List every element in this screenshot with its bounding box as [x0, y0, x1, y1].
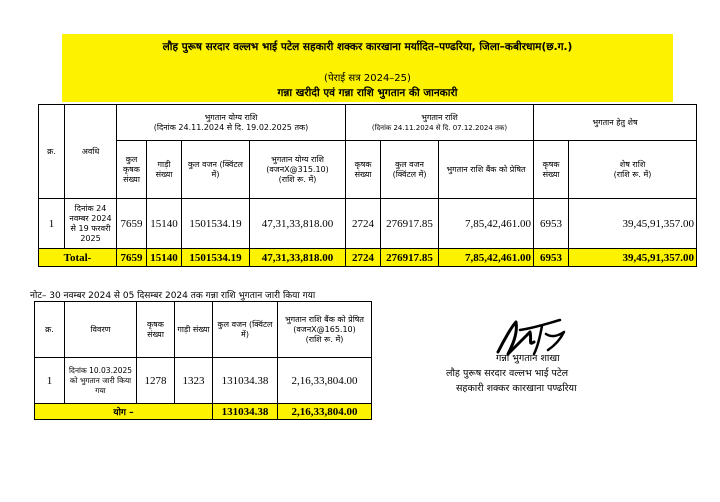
table-row — [35, 358, 372, 404]
t1-header-payable-range: (दिनांक 24.11.2024 से दि. 19.02.2025 तक) — [153, 122, 309, 132]
t1-header-weight: कुल वजन (क्विंटल में) — [182, 141, 250, 199]
t2-header-amount-label: भुगतान राशि बैंक को प्रेषित — [285, 314, 364, 324]
t2-header-details: विवरण — [65, 302, 137, 358]
t1-header-payable-title: भुगतान योग्य राशि — [204, 112, 258, 122]
signature-org-line2: सहकारी शक्कर कारखाना पण्ढरिया — [456, 383, 577, 394]
t1-header-payable-unit: (राशि रू. में) — [278, 174, 317, 184]
payment-release-table — [34, 301, 372, 420]
t1-row-paid-farmers: 2724 — [346, 199, 381, 249]
t1-row-sr: 1 — [39, 199, 65, 249]
t1-row-bank-amount: 7,85,42,461.00 — [439, 199, 534, 249]
t1-total-bal-farmers: 6953 — [534, 249, 569, 267]
t2-header-vehicles: गाड़ी संख्या — [175, 302, 213, 358]
table-row — [39, 199, 697, 249]
header-session: (पेराई सत्र 2024–25) — [324, 73, 411, 84]
t1-total-weight: 1501534.19 — [182, 249, 250, 267]
t2-total-label: योग – — [35, 404, 213, 420]
t1-header-paid-farmers: कृषक संख्या — [346, 141, 381, 199]
t1-header-bank-amount: भुगतान राशि बैंक को प्रेषित — [439, 141, 534, 199]
t2-total-amount: 2,16,33,804.00 — [278, 404, 372, 420]
t1-header-paid-range: (दिनांक 24.11.2024 से दि. 07.12.2024 तक) — [371, 123, 508, 132]
t1-header-paid-weight: कुल वजन (क्विंटल में) — [381, 141, 439, 199]
t1-total-farmers: 7659 — [117, 249, 147, 267]
t2-row-sr: 1 — [35, 358, 65, 404]
t1-header-vehicles: गाड़ी संख्या — [147, 141, 182, 199]
t1-row-farmers: 7659 — [117, 199, 147, 249]
t2-header-amount — [278, 302, 372, 358]
signature-dept: गन्ना भुगतान शाखा — [496, 353, 560, 364]
t2-row-farmers: 1278 — [137, 358, 175, 404]
t2-row-details: दिनांक 10.03.2025 को भुगतान जारी किया गया — [65, 358, 137, 404]
t2-row-weight: 131034.38 — [213, 358, 278, 404]
t1-total-label: Total- — [39, 249, 117, 267]
t1-total-bal-amount: 39,45,91,357.00 — [569, 249, 697, 267]
header-subtitle: गन्ना खरीदी एवं गन्ना राशि भुगतान की जानकारी — [277, 87, 458, 99]
purchase-payment-table — [38, 104, 697, 267]
t1-header-payable-group — [117, 105, 346, 141]
t1-header-paid-title: भुगतान राशि — [421, 112, 458, 122]
t1-row-paid-weight: 276917.85 — [381, 199, 439, 249]
t1-row-bal-farmers: 6953 — [534, 199, 569, 249]
t1-header-sr: क्र. — [39, 105, 65, 199]
t2-row-amount: 2,16,33,804.00 — [278, 358, 372, 404]
t2-total-row — [35, 404, 372, 420]
t1-header-payable-formula: (वजनX@315.10) — [266, 164, 329, 174]
t2-header-amount-unit: (राशि रू. में) — [305, 334, 344, 344]
t1-header-bal-unit: (राशि रू. में) — [613, 169, 652, 179]
t2-header-amount-formula: (वजनX@165.10) — [293, 324, 356, 334]
header-title: लौह पुरूष सरदार वल्लभ भाई पटेल सहकारी शक्कर कारखाना मर्यादित–पण्ढरिया, जिला–कबीरधाम(छ.ग.) — [162, 41, 573, 53]
t1-row-bal-amount: 39,45,91,357.00 — [569, 199, 697, 249]
signature-org-line1: लौह पुरूष सरदार वल्लभ भाई पटेल — [446, 368, 569, 379]
t2-header-sr: क्र. — [35, 302, 65, 358]
t1-total-payable: 47,31,33,818.00 — [250, 249, 346, 267]
t1-header-bal-label: शेष राशि — [619, 159, 646, 169]
t1-total-vehicles: 15140 — [147, 249, 182, 267]
t1-header-bal-amount — [569, 141, 697, 199]
t1-header-period: अवधि — [65, 105, 117, 199]
t1-header-paid-group — [346, 105, 534, 141]
note-text: नोट– 30 नवम्बर 2024 से 05 दिसम्बर 2024 तक गन्ना राशि भुगतान जारी किया गया — [30, 291, 316, 301]
t1-header-farmers: कुल कृषक संख्या — [117, 141, 147, 199]
t2-total-weight: 131034.38 — [213, 404, 278, 420]
t2-header-weight: कुल वजन (क्विंटल में) — [213, 302, 278, 358]
t1-total-row — [39, 249, 697, 267]
t1-row-weight: 1501534.19 — [182, 199, 250, 249]
t1-header-balance-group: भुगतान हेतु शेष — [534, 105, 697, 141]
t1-row-payable: 47,31,33,818.00 — [250, 199, 346, 249]
t1-total-bank-amount: 7,85,42,461.00 — [439, 249, 534, 267]
t1-row-vehicles: 15140 — [147, 199, 182, 249]
t1-header-payable — [250, 141, 346, 199]
t1-total-paid-farmers: 2724 — [346, 249, 381, 267]
t1-row-period: दिनांक 24 नवम्बर 2024 से 19 फरवरी 2025 — [65, 199, 117, 249]
t1-header-payable-label: भुगतान योग्य राशि — [271, 154, 324, 164]
t1-header-bal-farmers: कृषक संख्या — [534, 141, 569, 199]
t2-row-vehicles: 1323 — [175, 358, 213, 404]
t2-header-farmers: कृषक संख्या — [137, 302, 175, 358]
t1-total-paid-weight: 276917.85 — [381, 249, 439, 267]
